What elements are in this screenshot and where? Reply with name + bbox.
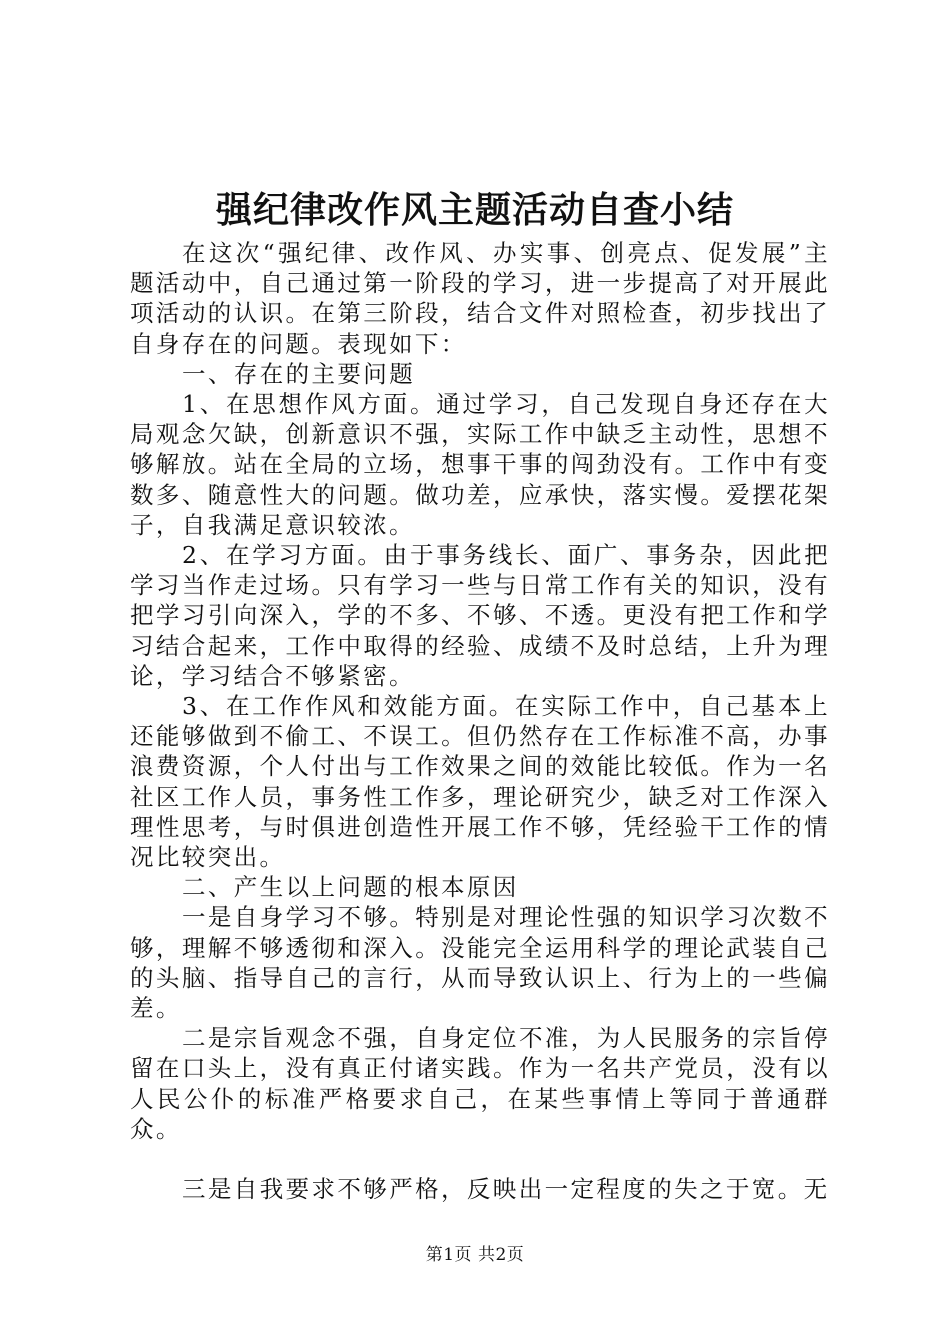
document-body <box>130 238 830 1204</box>
paragraph-cause-study: 一是自身学习不够。特别是对理论性强的知识学习次数不够，理解不够透彻和深入。没能完全运用科学的理论武装自己的头脑、指导自己的言行，从而导致认识上、行为上的一些偏差。 <box>130 903 830 1023</box>
section-heading-problems: 一、存在的主要问题 <box>182 359 416 388</box>
paragraph-thinking-style: 1、在思想作风方面。通过学习，自己发现自身还存在大局观念欠缺，创新意识不强，实际工作中缺乏主动性，思想不够解放。站在全局的立场，想事干事的闯劲没有。工作中有变数多、随意性大的问题。做功差，应承快，落实慢。爱摆花架子，自我满足意识较浓。 <box>130 390 830 539</box>
paragraph-study: 2、在学习方面。由于事务线长、面广、事务杂，因此把学习当作走过场。只有学习一些与日常工作有关的知识，没有把学习引向深入，学的不多、不够、不透。更没有把工作和学习结合起来，工作中取得的经验、成绩不及时总结，上升为理论，学习结合不够紧密。 <box>130 541 830 690</box>
paragraph-cause-self-discipline: 三是自我要求不够严格，反映出一定程度的失之于宽。无 <box>182 1175 830 1204</box>
paragraph-cause-purpose: 二是宗旨观念不强，自身定位不准，为人民服务的宗旨停留在口头上，没有真正付诸实践。作为一名共产党员，没有以人民公仆的标准严格要求自己，在某些事情上等同于普通群众。 <box>130 1024 830 1143</box>
intro-paragraph: 在这次“强纪律、改作风、办实事、创亮点、促发展”主题活动中，自己通过第一阶段的学习，进一步提高了对开展此项活动的认识。在第三阶段，结合文件对照检查，初步找出了自身存在的问题。表现如下： <box>130 239 830 358</box>
section-heading-causes: 二、产生以上问题的根本原因 <box>182 873 519 902</box>
page-number: 第1页 共2页 <box>425 1245 525 1265</box>
document-title: 强纪律改作风主题活动自查小结 <box>215 189 734 231</box>
paragraph-work-efficiency: 3、在工作作风和效能方面。在实际工作中，自己基本上还能够做到不偷工、不误工。但仍然存在工作标准不高，办事浪费资源，个人付出与工作效果之间的效能比较低。作为一名社区工作人员，事务性工作多，理论研究少，缺乏对工作深入理性思考，与时俱进创造性开展工作不够，凭经验干工作的情况比较突出。 <box>130 692 830 872</box>
